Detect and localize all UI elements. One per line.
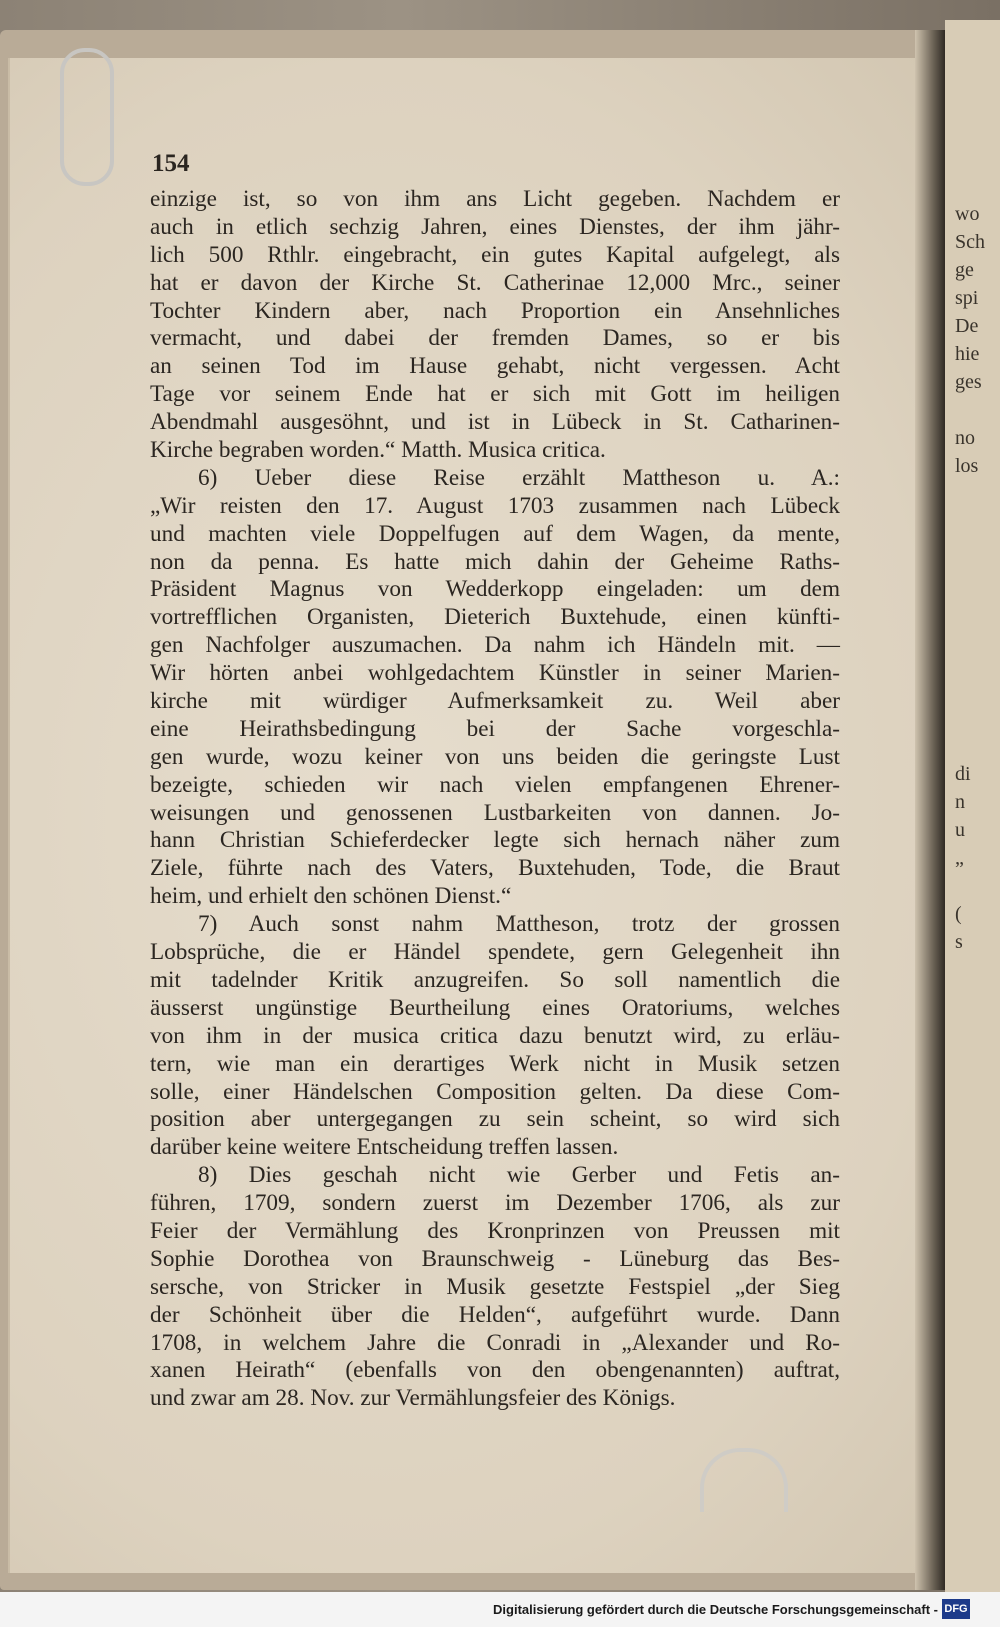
facing-page-fragment: no [955,427,975,449]
text-line: Abendmahl ausgesöhnt, und ist in Lübeck in St. Catharinen- [150,409,840,436]
text-line: auch in etlich sechzig Jahren, eines Dienstes, der ihm jähr- [150,213,840,240]
text-line: von ihm in der musica critica dazu benutzt wird, zu erläu- [150,1022,840,1049]
facing-page-fragment: n [955,791,965,813]
paper-clip-icon [700,1448,788,1512]
facing-page-fragment: di [955,763,971,785]
text-line: und zwar am 28. Nov. zur Vermählungsfeier des Königs. [150,1385,676,1412]
text-line: 6) Ueber diese Reise erzählt Mattheson u. A.: [198,464,840,491]
text-line: Präsident Magnus von Wedderkopp eingeladen: um dem [150,576,840,603]
facing-page-fragment: u [955,819,965,841]
text-line: führen, 1709, sondern zuerst im Dezember 1706, als zur [150,1190,840,1217]
text-line: Feier der Vermählung des Kronprinzen von Preussen mit [150,1217,840,1244]
page-body-text [150,186,840,1413]
facing-page-fragment: wo [955,203,980,225]
facing-page-fragment: ( [955,903,962,925]
text-line: 1708, in welchem Jahre die Conradi in „Alexander und Ro- [150,1329,840,1356]
text-line: Lobsprüche, die er Händel spendete, gern Gelegenheit ihn [150,939,840,966]
text-line: Sophie Dorothea von Braunschweig - Lüneburg das Bes- [150,1245,840,1272]
text-line: kirche mit würdiger Aufmerksamkeit zu. Weil aber [150,688,840,715]
text-line: äusserst ungünstige Beurtheilung eines Oratoriums, welches [150,994,840,1021]
footer-credit: Digitalisierung gefördert durch die Deutsche Forschungsgemeinschaft - [493,1602,938,1617]
text-line: hat er davon der Kirche St. Catherinae 12,000 Mrc., seiner [150,269,840,296]
facing-page-fragment: los [955,455,979,477]
book-gutter [915,30,945,1590]
text-line: gen Nachfolger auszumachen. Da nahm ich Händeln mit. — [150,632,840,659]
facing-page-fragment: hie [955,343,980,365]
facing-page-fragment: s [955,931,963,953]
text-line: eine Heirathsbedingung bei der Sache vorgeschla- [150,715,840,742]
text-line: tern, wie man ein derartiges Werk nicht in Musik setzen [150,1050,840,1077]
text-line: bezeigte, schieden wir nach vielen empfangenen Ehrener- [150,771,840,798]
text-line: sersche, von Stricker in Musik gesetzte Festspiel „der Sieg [150,1273,840,1300]
text-line: Wir hörten anbei wohlgedachtem Künstler in seiner Marien- [150,660,840,687]
facing-page-fragment: „ [955,847,964,869]
dfg-logo-icon: DFG [942,1599,970,1619]
text-line: Kirche begraben worden.“ Matth. Musica critica. [150,437,606,464]
digitization-footer [0,1592,1000,1627]
text-line: gen wurde, wozu keiner von uns beiden die geringste Lust [150,743,840,770]
text-line: 7) Auch sonst nahm Mattheson, trotz der grossen [198,911,840,938]
text-line: vortrefflichen Organisten, Dieterich Buxtehude, einen künfti- [150,604,840,631]
text-line: und machten viele Doppelfugen auf dem Wagen, da mente, [150,520,840,547]
text-line: position aber untergegangen zu sein scheint, so wird sich [150,1106,840,1133]
text-line: heim, und erhielt den schönen Dienst.“ [150,883,512,910]
text-line: lich 500 Rthlr. eingebracht, ein gutes Kapital aufgelegt, als [150,241,840,268]
text-line: 8) Dies geschah nicht wie Gerber und Fetis an- [198,1162,840,1189]
text-line: Tochter Kindern aber, nach Proportion ein Ansehnliches [150,297,840,324]
facing-page-fragment: De [955,315,979,337]
text-line: xanen Heirath“ (ebenfalls von den obengenannten) auftrat, [150,1357,840,1384]
text-line: mit tadelnder Kritik anzugreifen. So soll namentlich die [150,966,840,993]
text-line: weisungen und genossenen Lustbarkeiten von dannen. Jo- [150,799,840,826]
text-line: an seinen Tod im Hause gehabt, nicht vergessen. Acht [150,353,840,380]
text-line: solle, einer Händelschen Composition gelten. Da diese Com- [150,1078,840,1105]
facing-page-fragment: ge [955,259,974,281]
text-line: non da penna. Es hatte mich dahin der Geheime Raths- [150,548,840,575]
text-line: hann Christian Schieferdecker legte sich hernach näher zum [150,827,840,854]
facing-page-fragment: Sch [955,231,985,253]
text-line: „Wir reisten den 17. August 1703 zusammen nach Lübeck [150,492,840,519]
text-line: einzige ist, so von ihm ans Licht gegeben. Nachdem er [150,186,840,212]
page-number: 154 [152,150,190,177]
facing-page-fragment: ges [955,371,982,393]
text-line: Ziele, führte nach des Vaters, Buxtehuden, Tode, die Braut [150,855,840,882]
paper-clip-icon [60,48,114,186]
text-line: Tage vor seinem Ende hat er sich mit Gott im heiligen [150,381,840,408]
text-line: vermacht, und dabei der fremden Dames, so er bis [150,325,840,352]
text-line: darüber keine weitere Entscheidung treffen lassen. [150,1134,619,1161]
facing-page-fragment: spi [955,287,979,309]
text-line: der Schönheit über die Helden“, aufgeführt wurde. Dann [150,1301,840,1328]
